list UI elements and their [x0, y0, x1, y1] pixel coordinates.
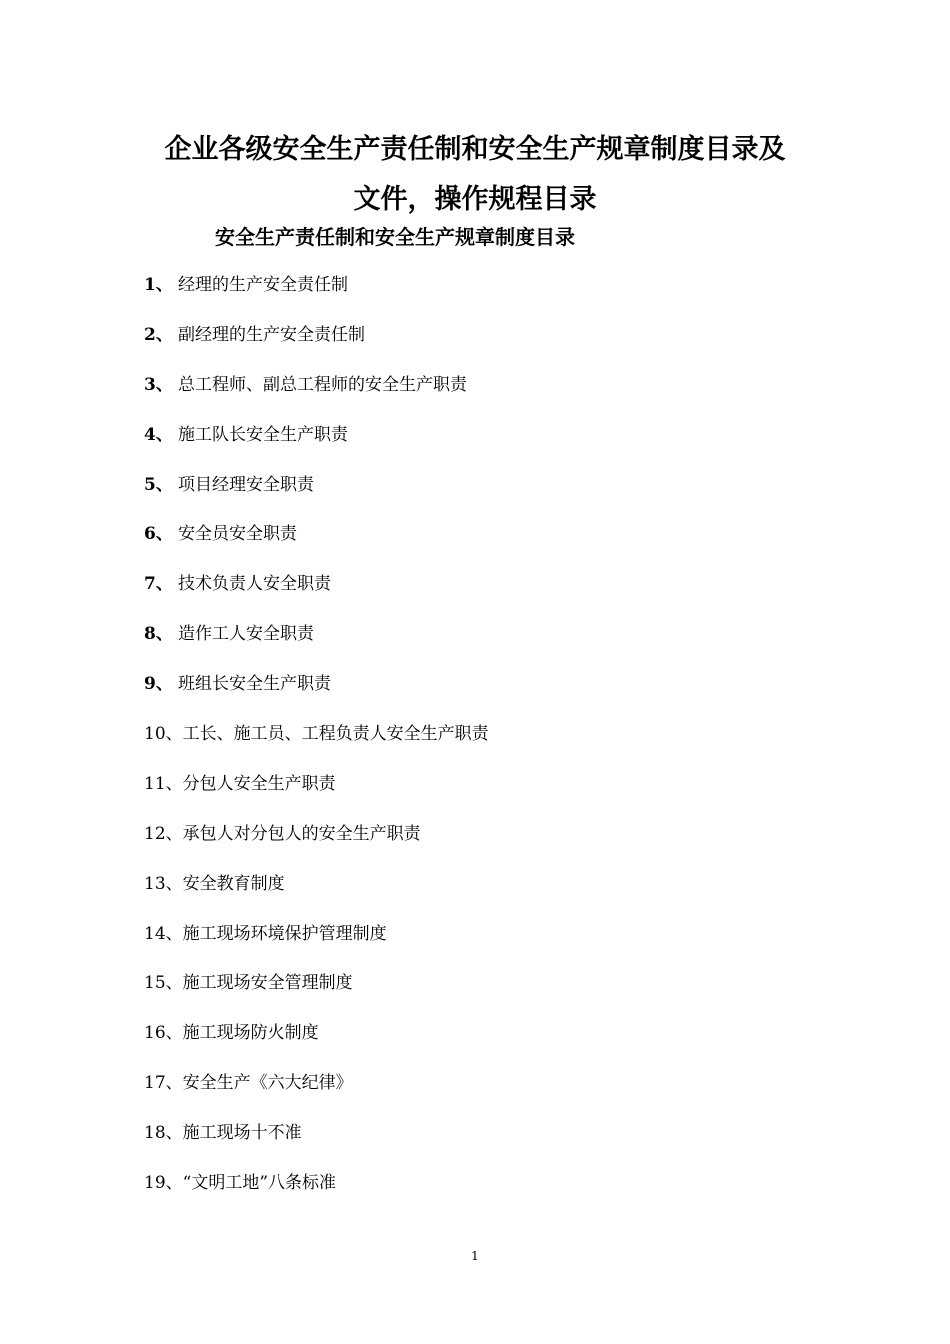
list-item [144, 720, 489, 770]
list-item-number: 6、 [144, 524, 173, 545]
list-item-number: 19、 [144, 1173, 183, 1194]
list-item-text: 施工队长安全生产职责 [178, 424, 348, 445]
list-item-number: 12、 [144, 823, 183, 844]
document-title-line-2: 文件，操作规程目录 [353, 184, 597, 215]
list-item-number: 15、 [144, 973, 183, 994]
list-item-number: 11、 [144, 773, 183, 794]
list-item [144, 421, 489, 471]
list-item [144, 520, 489, 570]
list-item-text: 项目经理安全职责 [178, 474, 314, 495]
list-item-number: 17、 [144, 1073, 183, 1094]
list-item-number: 2、 [144, 324, 173, 345]
list-item-number: 7、 [144, 574, 173, 595]
document-subtitle: 安全生产责任制和安全生产规章制度目录 [215, 225, 575, 249]
list-item-text: 施工现场环境保护管理制度 [182, 923, 387, 944]
list-item-number: 1、 [144, 275, 173, 295]
list-item [144, 620, 489, 670]
list-item [144, 321, 489, 371]
list-item-number: 14、 [144, 923, 183, 944]
list-item-text: 施工现场安全管理制度 [182, 973, 353, 994]
list-item-number: 18、 [144, 1123, 183, 1144]
list-item-text: 安全教育制度 [182, 873, 285, 894]
list-item [144, 870, 489, 920]
list-item-text: 副经理的生产安全责任制 [178, 324, 365, 345]
list-item [144, 271, 489, 321]
document-title-line-1: 企业各级安全生产责任制和安全生产规章制度目录及 [164, 134, 786, 165]
list-item [144, 770, 489, 820]
list-item-text: 造作工人安全职责 [178, 624, 314, 645]
list-item-number: 9、 [144, 674, 173, 695]
list-item-text: 安全生产《六大纪律》 [182, 1073, 353, 1094]
list-item [144, 570, 489, 620]
list-item-text: “文明工地”八条标准 [182, 1173, 337, 1194]
list-item [144, 1069, 489, 1119]
list-item-number: 8、 [144, 624, 173, 645]
list-item-number: 3、 [144, 374, 173, 395]
list-item-text: 班组长安全生产职责 [178, 674, 331, 695]
list-item-text: 工长、施工员、工程负责人安全生产职责 [182, 724, 489, 745]
list-item [144, 969, 489, 1019]
table-of-contents [144, 271, 489, 1219]
list-item [144, 920, 489, 970]
list-item-text: 施工现场十不准 [182, 1123, 302, 1144]
list-item-text: 分包人安全生产职责 [182, 773, 336, 794]
list-item-text: 施工现场防火制度 [182, 1023, 319, 1044]
list-item [144, 1019, 489, 1069]
list-item [144, 670, 489, 720]
list-item-text: 安全员安全职责 [178, 524, 297, 545]
list-item-text: 技术负责人安全职责 [178, 574, 331, 595]
page-number: 1 [471, 1249, 479, 1263]
list-item-number: 10、 [144, 724, 183, 745]
list-item [144, 820, 489, 870]
list-item-text: 承包人对分包人的安全生产职责 [182, 823, 421, 844]
list-item-text: 总工程师、副总工程师的安全生产职责 [178, 374, 467, 395]
list-item [144, 1169, 489, 1219]
list-item [144, 371, 489, 421]
list-item [144, 471, 489, 521]
list-item-number: 4、 [144, 424, 173, 445]
list-item [144, 1119, 489, 1169]
list-item-number: 16、 [144, 1023, 183, 1044]
list-item-text: 经理的生产安全责任制 [178, 275, 348, 295]
list-item-number: 13、 [144, 873, 183, 894]
list-item-number: 5、 [144, 474, 173, 495]
